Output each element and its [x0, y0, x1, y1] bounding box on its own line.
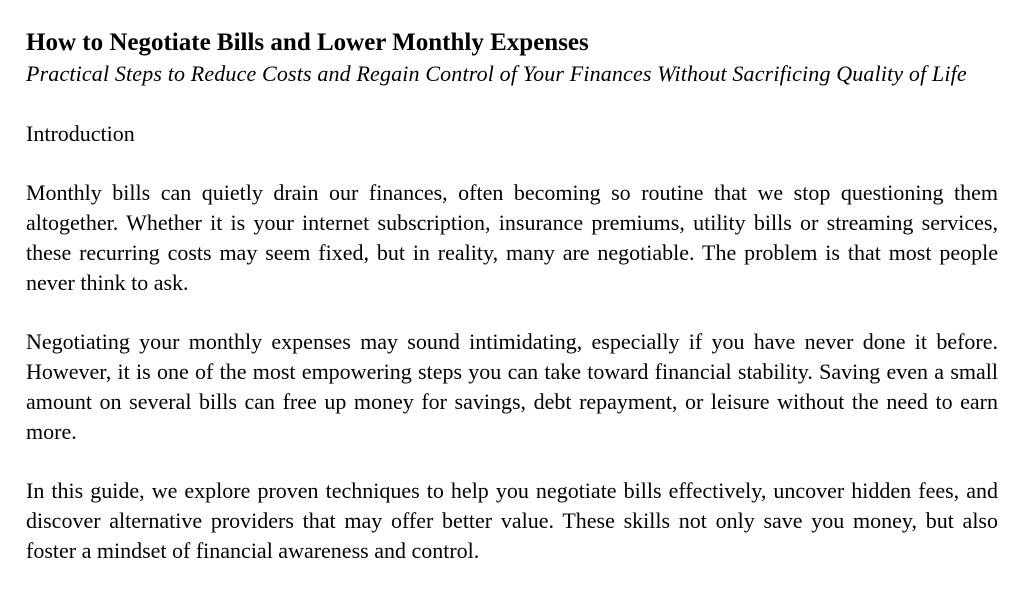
- paragraph-2: Negotiating your monthly expenses may sound intimidating, especially if you have never done it before. However, it is one of the most empowering steps you can take toward financial stability. Saving even a small amount on several bills can free up money for savings, debt repayment, or leisure without the need to earn more.: [26, 329, 998, 444]
- document-title: How to Negotiate Bills and Lower Monthly Expenses: [26, 29, 589, 56]
- paragraph-1: Monthly bills can quietly drain our finances, often becoming so routine that we stop questioning them altogether. Whether it is your internet subscription, insurance premiums, utility bills or streaming services, these recurring costs may seem fixed, but in reality, many are negotiable. The problem is that most people never think to ask.: [26, 180, 998, 295]
- section-heading-introduction: Introduction: [26, 121, 135, 146]
- paragraph-3: In this guide, we explore proven techniques to help you negotiate bills effectively, uncover hidden fees, and discover alternative providers that may offer better value. These skills not only save you money, but also foster a mindset of financial awareness and control.: [26, 478, 998, 563]
- document-subtitle: Practical Steps to Reduce Costs and Regain Control of Your Finances Without Sacrificing Quality of Life: [26, 61, 967, 86]
